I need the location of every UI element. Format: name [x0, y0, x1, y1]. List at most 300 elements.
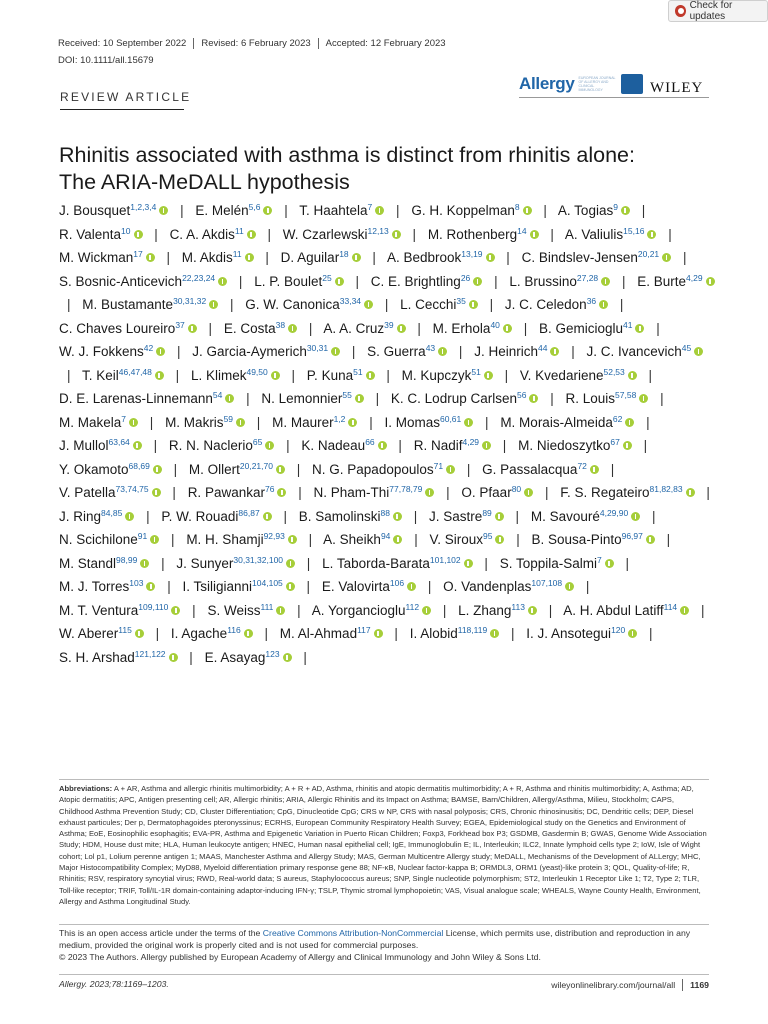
author-separator: | — [646, 414, 650, 430]
orcid-icon[interactable] — [393, 535, 402, 544]
author — [558, 203, 630, 218]
orcid-icon[interactable] — [495, 535, 504, 544]
orcid-icon[interactable] — [464, 559, 473, 568]
author-affiliation: 11 — [234, 225, 244, 236]
author-name: W. Aberer — [59, 626, 119, 641]
author — [170, 227, 256, 242]
author — [560, 485, 694, 500]
author-separator: | — [668, 226, 672, 242]
orcid-icon[interactable] — [646, 535, 655, 544]
orcid-icon[interactable] — [490, 629, 499, 638]
crossmark-icon — [675, 5, 686, 17]
author — [384, 415, 473, 430]
orcid-icon[interactable] — [550, 347, 559, 356]
orcid-icon[interactable] — [271, 371, 280, 380]
orcid-icon[interactable] — [155, 371, 164, 380]
author — [59, 391, 234, 406]
author — [183, 579, 295, 594]
author-separator: | — [649, 626, 653, 641]
orcid-icon[interactable] — [288, 535, 297, 544]
author-separator: | — [417, 320, 421, 336]
author — [59, 556, 149, 571]
author-name: E. Costa — [223, 320, 276, 336]
orcid-icon[interactable] — [244, 629, 253, 638]
orcid-icon[interactable] — [153, 465, 162, 474]
author-name: E. Asayag — [204, 649, 266, 665]
orcid-icon[interactable] — [374, 629, 383, 638]
orcid-icon[interactable] — [706, 277, 715, 286]
orcid-icon[interactable] — [635, 324, 644, 333]
author-affiliation: 30,31 — [306, 343, 329, 353]
orcid-icon[interactable] — [530, 230, 539, 239]
author-separator: | — [544, 485, 549, 500]
author-name: R. N. Naclerio — [168, 438, 253, 453]
orcid-icon[interactable] — [639, 394, 648, 403]
author-name: I. J. Ansotegui — [526, 626, 612, 641]
author — [312, 603, 431, 618]
orcid-icon[interactable] — [247, 230, 256, 239]
orcid-icon[interactable] — [397, 324, 406, 333]
received-date: Received: 10 September 2022 — [58, 38, 187, 49]
author-name: J. Heinrich — [474, 344, 538, 359]
footer-right — [551, 979, 709, 991]
orcid-icon[interactable] — [171, 606, 180, 615]
orcid-icon[interactable] — [375, 206, 384, 215]
orcid-icon[interactable] — [355, 394, 364, 403]
author-separator: | — [502, 438, 507, 453]
author-affiliation: 106 — [389, 578, 405, 588]
author-name: M. Maurer — [272, 414, 334, 430]
author-separator: | — [504, 367, 509, 383]
orcid-icon[interactable] — [286, 559, 295, 568]
author-name: A. Valiulis — [564, 226, 624, 242]
orcid-icon[interactable] — [133, 441, 142, 450]
author-name: J. Sunyer — [176, 555, 234, 571]
author-affiliation: 101,102 — [429, 554, 461, 565]
author-separator: | — [208, 320, 213, 336]
author-name: P. W. Rouadi — [161, 508, 239, 524]
author-name: A. Yorgancioglu — [311, 602, 406, 618]
author — [59, 485, 161, 500]
orcid-icon[interactable] — [364, 300, 373, 309]
orcid-icon[interactable] — [378, 441, 387, 450]
author-separator: | — [229, 297, 234, 312]
author — [387, 250, 495, 265]
page-number: 1169 — [690, 980, 709, 990]
orcid-icon[interactable] — [159, 206, 168, 215]
author — [539, 321, 645, 336]
author-separator: | — [154, 226, 158, 242]
author-separator: | — [489, 297, 494, 312]
author-affiliation: 35 — [456, 296, 466, 306]
author-affiliation: 118,119 — [457, 625, 488, 635]
date-separator — [318, 38, 319, 49]
author-affiliation: 62 — [612, 413, 623, 424]
author — [171, 626, 253, 641]
author-affiliation: 123 — [265, 648, 280, 659]
author-separator: | — [621, 273, 626, 289]
author — [59, 650, 178, 665]
orcid-icon[interactable] — [188, 324, 197, 333]
orcid-icon[interactable] — [647, 230, 656, 239]
author-affiliation: 111 — [260, 601, 274, 612]
orcid-icon[interactable] — [438, 347, 447, 356]
author-separator: | — [189, 649, 193, 665]
author — [414, 438, 491, 453]
license-text-start: This is an open access article under the terms of the — [59, 928, 263, 938]
author-name: T. Haahtela — [299, 203, 368, 218]
orcid-icon[interactable] — [473, 277, 482, 286]
author-name: M. J. Torres — [59, 579, 130, 594]
author-name: M. Savouré — [530, 508, 600, 524]
author-name: W. J. Fokkens — [59, 344, 144, 359]
orcid-icon[interactable] — [523, 206, 532, 215]
orcid-icon[interactable] — [152, 488, 161, 497]
author-name: C. A. Akdis — [169, 226, 235, 242]
author — [176, 556, 295, 571]
author-separator: | — [161, 555, 165, 571]
author-separator: | — [146, 508, 150, 524]
author — [518, 438, 632, 453]
author-name: M. Makris — [165, 414, 224, 430]
orcid-icon[interactable] — [263, 512, 272, 521]
orcid-icon[interactable] — [625, 418, 634, 427]
author — [565, 227, 657, 242]
orcid-icon[interactable] — [209, 300, 218, 309]
orcid-icon[interactable] — [245, 253, 254, 262]
author-affiliation: 40 — [490, 319, 500, 330]
orcid-icon[interactable] — [218, 277, 227, 286]
author-name: A. A. Cruz — [323, 320, 385, 336]
author-separator: | — [372, 250, 376, 265]
author — [322, 556, 473, 571]
author — [522, 250, 672, 265]
author-name: T. Keil — [82, 367, 119, 383]
author-name: B. Sousa-Pinto — [531, 532, 622, 547]
author-separator: | — [298, 485, 302, 500]
author-affiliation: 72 — [577, 460, 587, 471]
orcid-icon[interactable] — [225, 394, 234, 403]
orcid-icon[interactable] — [486, 253, 495, 262]
author-separator: | — [351, 344, 356, 359]
orcid-icon[interactable] — [495, 512, 504, 521]
orcid-icon[interactable] — [276, 606, 285, 615]
author — [59, 344, 165, 359]
date-separator — [193, 38, 194, 49]
orcid-icon[interactable] — [236, 418, 245, 427]
orcid-icon[interactable] — [393, 512, 402, 521]
author-affiliation: 86,87 — [238, 507, 260, 518]
orcid-icon[interactable] — [146, 253, 155, 262]
author-separator: | — [153, 438, 158, 453]
author-name: M. Makela — [59, 414, 122, 430]
author-affiliation: 54 — [212, 390, 223, 400]
author-affiliation: 107,108 — [531, 578, 563, 588]
author — [532, 532, 655, 547]
author-separator: | — [306, 555, 311, 571]
author-name: J. Mullol — [59, 438, 109, 453]
orcid-icon[interactable] — [686, 488, 695, 497]
author-affiliation: 42 — [143, 343, 154, 353]
orcid-icon[interactable] — [135, 629, 144, 638]
orcid-icon[interactable] — [590, 465, 599, 474]
author — [402, 368, 493, 383]
author-name: N. Scichilone — [59, 532, 138, 547]
author-separator: | — [398, 438, 402, 453]
author-affiliation: 103 — [129, 578, 144, 588]
orcid-icon[interactable] — [601, 277, 610, 286]
author — [429, 532, 504, 547]
author-name: R. Pawankar — [187, 485, 265, 500]
author-name: G. H. Koppelman — [411, 203, 515, 218]
orcid-icon[interactable] — [134, 230, 143, 239]
author-affiliation: 43 — [425, 343, 436, 353]
orcid-icon[interactable] — [366, 371, 375, 380]
author — [59, 626, 144, 641]
author-affiliation: 84,85 — [101, 507, 123, 518]
title-line-1: Rhinitis associated with asthma is distinct from rhinitis alone: — [59, 143, 635, 167]
author-name: R. Nadif — [413, 438, 463, 453]
author — [169, 438, 275, 453]
orcid-icon[interactable] — [277, 488, 286, 497]
orcid-icon[interactable] — [331, 347, 340, 356]
orcid-icon[interactable] — [503, 324, 512, 333]
author-list — [59, 199, 719, 669]
author-separator: | — [394, 626, 398, 641]
license-text-end: License, which permits use, distribution and reproduction in any medium, provided the original work is properly cited and is not used for commercial purposes. — [59, 928, 691, 951]
author-separator: | — [610, 461, 615, 477]
orcid-icon[interactable] — [599, 300, 608, 309]
author — [428, 227, 539, 242]
license-notice — [59, 927, 714, 964]
author-separator: | — [67, 367, 71, 383]
author — [312, 462, 455, 477]
author-separator: | — [149, 414, 154, 430]
orcid-icon[interactable] — [482, 441, 491, 450]
article-title — [59, 142, 719, 196]
author-affiliation: 65 — [252, 437, 263, 447]
author-affiliation: 14 — [517, 225, 527, 236]
author-name: M. Rothenberg — [427, 226, 518, 242]
orcid-icon[interactable] — [125, 512, 134, 521]
orcid-icon[interactable] — [392, 230, 401, 239]
author — [82, 297, 218, 312]
author-separator: | — [291, 367, 296, 383]
author-separator: | — [652, 508, 656, 524]
author-separator: | — [297, 602, 301, 618]
author-separator: | — [485, 414, 489, 430]
author-affiliation: 51 — [471, 366, 481, 377]
orcid-icon[interactable] — [628, 629, 637, 638]
author-affiliation: 67 — [610, 437, 620, 447]
author — [458, 603, 537, 618]
author-affiliation: 52,53 — [603, 366, 625, 377]
orcid-icon[interactable] — [621, 206, 630, 215]
author — [280, 626, 383, 641]
author-affiliation: 66 — [365, 437, 375, 447]
author — [520, 368, 637, 383]
author — [59, 274, 227, 289]
orcid-icon[interactable] — [623, 441, 632, 450]
orcid-icon[interactable] — [484, 371, 493, 380]
footer-separator — [682, 979, 683, 991]
orcid-icon[interactable] — [265, 441, 274, 450]
author-separator: | — [246, 391, 250, 406]
orcid-icon[interactable] — [150, 535, 159, 544]
journal-logo — [519, 72, 643, 96]
author-name: W. Czarlewski — [282, 226, 368, 242]
author-affiliation: 121,122 — [134, 648, 166, 659]
author-affiliation: 15,16 — [623, 225, 645, 236]
author-name: E. Burte — [637, 273, 686, 289]
author — [182, 250, 254, 265]
author — [443, 579, 574, 594]
orcid-icon[interactable] — [469, 300, 478, 309]
check-for-updates-label: Check for updates — [689, 0, 733, 22]
author-separator: | — [284, 203, 288, 218]
author-affiliation: 116 — [227, 625, 241, 635]
author-separator: | — [375, 391, 380, 406]
author-affiliation: 112 — [405, 601, 420, 612]
author — [272, 415, 357, 430]
author-affiliation: 120 — [611, 625, 626, 635]
author-separator: | — [550, 226, 554, 242]
author-name: J. C. Celedon — [504, 297, 587, 312]
article-type-underline — [60, 109, 184, 110]
orcid-icon[interactable] — [528, 606, 537, 615]
orcid-icon[interactable] — [694, 347, 703, 356]
orcid-icon[interactable] — [628, 371, 637, 380]
author — [189, 462, 285, 477]
author-affiliation: 27,28 — [576, 272, 599, 283]
orcid-icon[interactable] — [129, 418, 138, 427]
orcid-icon[interactable] — [140, 559, 149, 568]
orcid-icon[interactable] — [156, 347, 165, 356]
orcid-icon[interactable] — [286, 582, 295, 591]
author — [59, 579, 155, 594]
orcid-icon[interactable] — [605, 559, 614, 568]
author-affiliation: 44 — [537, 343, 548, 353]
orcid-icon[interactable] — [631, 512, 640, 521]
author-name: I. Agache — [170, 626, 228, 641]
author — [165, 415, 245, 430]
author — [566, 391, 649, 406]
orcid-icon[interactable] — [407, 582, 416, 591]
author-separator: | — [571, 344, 575, 359]
check-for-updates-button[interactable] — [668, 0, 768, 22]
author-separator: | — [523, 320, 528, 336]
orcid-icon[interactable] — [464, 418, 473, 427]
author-affiliation: 113 — [511, 601, 525, 612]
orcid-icon[interactable] — [288, 324, 297, 333]
author-separator: | — [625, 555, 629, 571]
author-affiliation: 37 — [175, 319, 185, 330]
author-name: V. Patella — [59, 485, 116, 500]
author — [637, 274, 714, 289]
orcid-icon[interactable] — [565, 582, 574, 591]
author-affiliation: 4,29 — [686, 272, 703, 283]
author — [526, 626, 637, 641]
author-name: N. G. Papadopoulos — [312, 461, 434, 477]
author-name: V. Kvedariene — [519, 367, 604, 383]
abbreviations — [59, 783, 709, 907]
author-name: M. T. Ventura — [59, 602, 139, 618]
author-name: M. Morais-Almeida — [500, 414, 613, 430]
author-separator: | — [427, 579, 432, 594]
author-affiliation: 1,2 — [333, 413, 346, 424]
author-separator: | — [155, 626, 160, 641]
abbreviations-text: A + AR, Asthma and allergic rhinitis multimorbidity; A + R + AD, Asthma, rhinitis and atopic dermatitis multimorbidity; A + R, Asthma and rhinitis multimorbidity; A, Asthma; AD, Atopic dermatitis; APC, Antigen presenting cell; AR, Allergic rhinitis; ARIA, Allergic Rhinitis and its Impact on Asthma; BAMSE, Barn/Children, Allergy/Asthma, Milieu, Stockholm; CAPS, Childhood Asthma Prevention Study; CD, Cluster Differentiation; CpG, Dinucleotide CpG; CRS w NP, CRS with nasal polyposis; CRS, Chronic rhinosinusitis; DC, Dendritic cells; DEP, Diesel exhaust particules; Der p, Dermatophagoides pteronyssinus; ECRHS, European Community Respiratory Health Survey; EGEA, Epidemiological study on the Genetics and Environment of Asthma; EoE, Eosinophilic esophagitis; EVA-PR, Asthma and Epigenetic Variation in Puerto Rican Children; Foxp3, Forkhead box P3; GSDMB, Gasdermin B; GWAS, Genome Wide Association Study; HDM, House dust mite; HLA, Human leukocyte antigen; HNEC, Human nasal epithelial cell; IgE, Immunoglobulin E; IL, Interleukin; ILC2, Innate lymphoid cells type 2; IoW, Isle of Wight cohort; Lol p1, Lolium perenne antigen 1; MAAS, Manchester Asthma and Allergy Study; MAS, German Multicentre Allergy study; MeDALL, Mechanisms of the Development of ALLergy; MHC, Major Histocompatibility Complex; MyD88, Myeloid differentiation primary response gene 88; NF-κB, Nuclear factor-kappa B; ORMDL3, ORM1 (yeast)-like protein 3; QOL, Quality-of-life; R, Rhinitis; RSV, respiratory syncytial virus; RWD, Real-world data; S aureus, Staphylococcus aureus; SNP, Single nucleotide polymorphism; ST2, Interleukin 1 Receptor Like 1; T2, Type 2; TLR, Toll-like receptor; TRIF, Toll/IL-1R domain-containing adaptor-inducing IFN-γ; TSLP, Thymic stromal lymphopoietin; VAS, Visual analogue scale; WHEALS, Wayne County Health, Environment, Allergy and Asthma Longitudinal Study. — [59, 784, 707, 906]
orcid-icon[interactable] — [446, 465, 455, 474]
author-affiliation: 8 — [514, 202, 520, 212]
orcid-icon[interactable] — [146, 582, 155, 591]
author-name: F. S. Regateiro — [560, 485, 650, 500]
eaaci-logo-icon — [621, 74, 643, 94]
author — [59, 250, 155, 265]
author-name: M. Bustamante — [82, 297, 174, 312]
orcid-icon[interactable] — [276, 465, 285, 474]
author-separator: | — [396, 203, 400, 218]
author-name: C. E. Brightling — [370, 273, 461, 289]
author-separator: | — [515, 508, 520, 524]
author-affiliation: 117 — [357, 625, 371, 635]
author — [192, 344, 340, 359]
orcid-icon[interactable] — [283, 653, 292, 662]
author-separator: | — [256, 414, 261, 430]
author-separator: | — [641, 203, 646, 218]
author-name: M. Erhola — [432, 320, 491, 336]
author — [322, 579, 416, 594]
author-affiliation: 30,31,32 — [173, 296, 207, 306]
author-separator: | — [384, 297, 389, 312]
orcid-icon[interactable] — [524, 488, 533, 497]
orcid-icon[interactable] — [529, 394, 538, 403]
author-name: L. Cecchi — [400, 297, 457, 312]
orcid-icon[interactable] — [348, 418, 357, 427]
author-separator: | — [264, 626, 269, 641]
orcid-icon[interactable] — [263, 206, 272, 215]
author-separator: | — [180, 203, 184, 218]
author-affiliation: 92,93 — [263, 531, 285, 541]
journal-url[interactable]: wileyonlinelibrary.com/journal/all — [551, 980, 676, 990]
author-name: M. Wickman — [59, 250, 134, 265]
author-name: M. Standl — [59, 555, 117, 571]
author-affiliation: 115 — [118, 625, 132, 635]
orcid-icon[interactable] — [662, 253, 671, 262]
orcid-icon[interactable] — [425, 488, 434, 497]
author — [411, 203, 531, 218]
orcid-icon[interactable] — [680, 606, 689, 615]
license-link[interactable]: Creative Commons Attribution-NonCommercial — [262, 928, 444, 938]
author — [195, 203, 272, 218]
author-affiliation: 77,78,79 — [389, 484, 423, 494]
orcid-icon[interactable] — [169, 653, 178, 662]
author-name: A. Bedbrook — [386, 250, 462, 265]
orcid-icon[interactable] — [335, 277, 344, 286]
author — [59, 227, 143, 242]
author-affiliation: 41 — [623, 319, 633, 330]
author-name: A. H. Abdul Latiff — [563, 602, 664, 618]
author-separator: | — [238, 273, 243, 289]
orcid-icon[interactable] — [352, 253, 361, 262]
doi[interactable]: DOI: 10.1111/all.15679 — [58, 55, 154, 66]
author-separator: | — [700, 602, 705, 618]
author — [59, 321, 197, 336]
author — [531, 509, 640, 524]
author-name: J. Ring — [59, 508, 102, 524]
orcid-icon[interactable] — [422, 606, 431, 615]
author — [299, 203, 384, 218]
